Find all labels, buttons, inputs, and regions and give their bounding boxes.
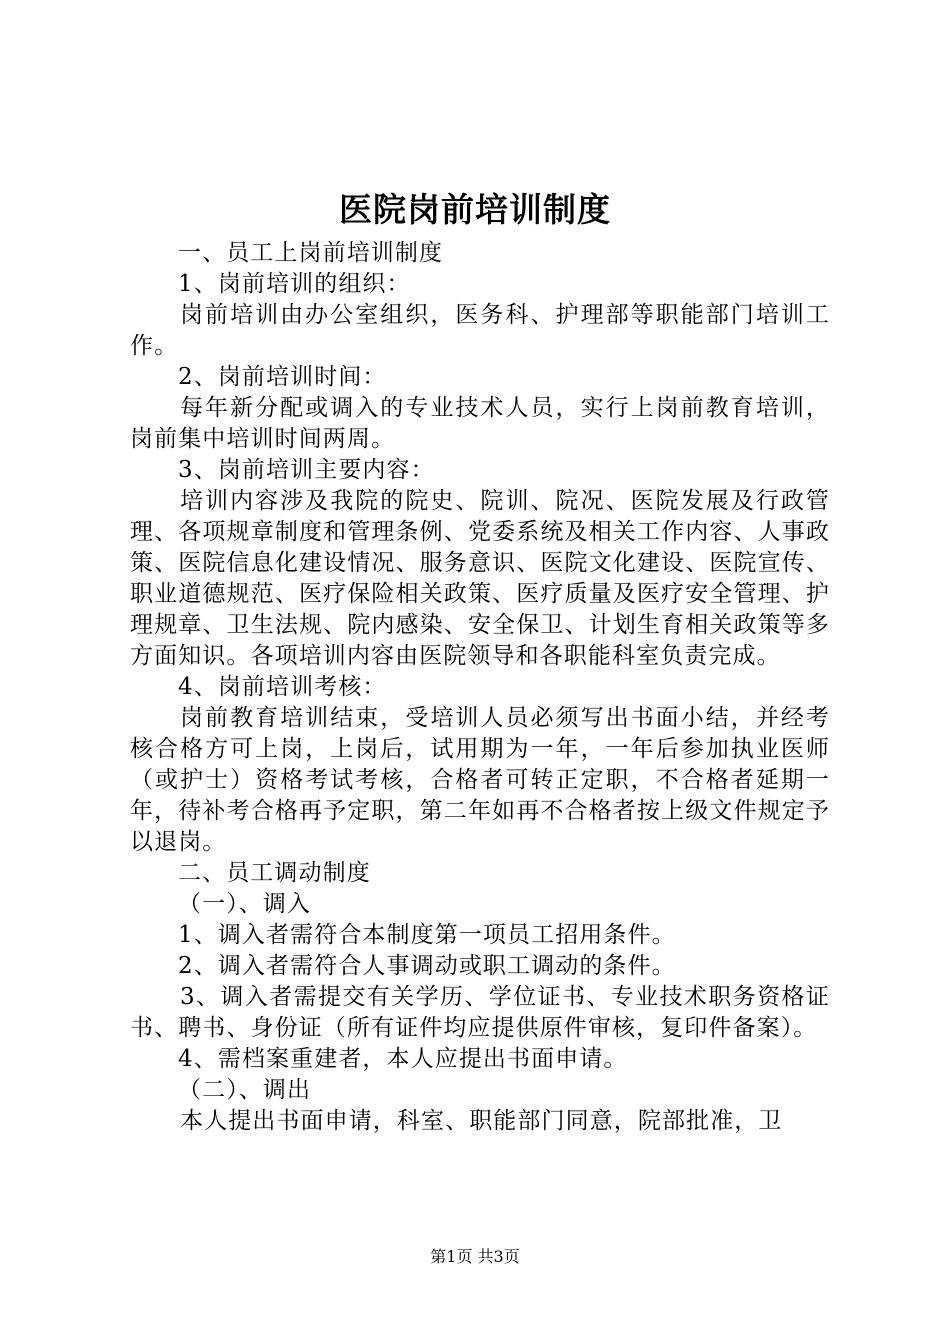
subheading-2: 2、岗前培训时间： (178, 364, 387, 390)
paragraph-2: 每年新分配或调入的专业技术人员，实行上岗前教育培训，岗前集中培训时间两周。 (130, 395, 830, 452)
subheading-1: 1、岗前培训的组织： (178, 271, 411, 297)
paragraph-4: 岗前教育培训结束，受培训人员必须写出书面小结，并经考核合格方可上岗，上岗后，试用期为一年，一年后参加执业医师（或护士）资格考试考核，合格者可转正定职，不合格者延期一年，待补考合格再予定职，第二年如再不合格者按上级文件规定予以退岗。 (130, 705, 830, 855)
page-number: 第1页 共3页 (430, 1247, 520, 1266)
paragraph-5: 本人提出书面申请，科室、职能部门同意，院部批准，卫 (180, 1108, 783, 1134)
subheading-4: 4、岗前培训考核： (178, 674, 387, 700)
section-heading-2: 二、员工调动制度 (178, 860, 371, 886)
paragraph-1: 岗前培训由办公室组织，医务科、护理部等职能部门培训工作。 (130, 302, 830, 359)
document-title: 医院岗前培训制度 (339, 190, 611, 229)
list-item-1: 1、调入者需符合本制度第一项员工招用条件。 (178, 922, 676, 948)
paragraph-3: 培训内容涉及我院的院史、院训、院况、医院发展及行政管理、各项规章制度和管理条例、党委系统及相关工作内容、人事政策、医院信息化建设情况、服务意识、医院文化建设、医院宣传、职业道德规范、医疗保险相关政策、医疗质量及医疗安全管理、护理规章、卫生法规、院内感染、安全保卫、计划生育相关政策等多方面知识。各项培训内容由医院领导和各职能科室负责完成。 (130, 488, 830, 669)
subsection-heading-1: （一）、调入 (178, 891, 312, 917)
list-item-4: 4、需档案重建者，本人应提出书面申请。 (178, 1046, 628, 1072)
subheading-3: 3、岗前培训主要内容： (178, 457, 435, 483)
section-heading-1: 一、员工上岗前培训制度 (178, 240, 444, 266)
list-item-3: 3、调入者需提交有关学历、学位证书、专业技术职务资格证书、聘书、身份证（所有证件均应提供原件审核，复印件备案）。 (130, 984, 830, 1041)
document-body (130, 238, 830, 1137)
subsection-heading-2: （二）、调出 (178, 1077, 312, 1103)
list-item-2: 2、调入者需符合人事调动或职工调动的条件。 (178, 953, 676, 979)
